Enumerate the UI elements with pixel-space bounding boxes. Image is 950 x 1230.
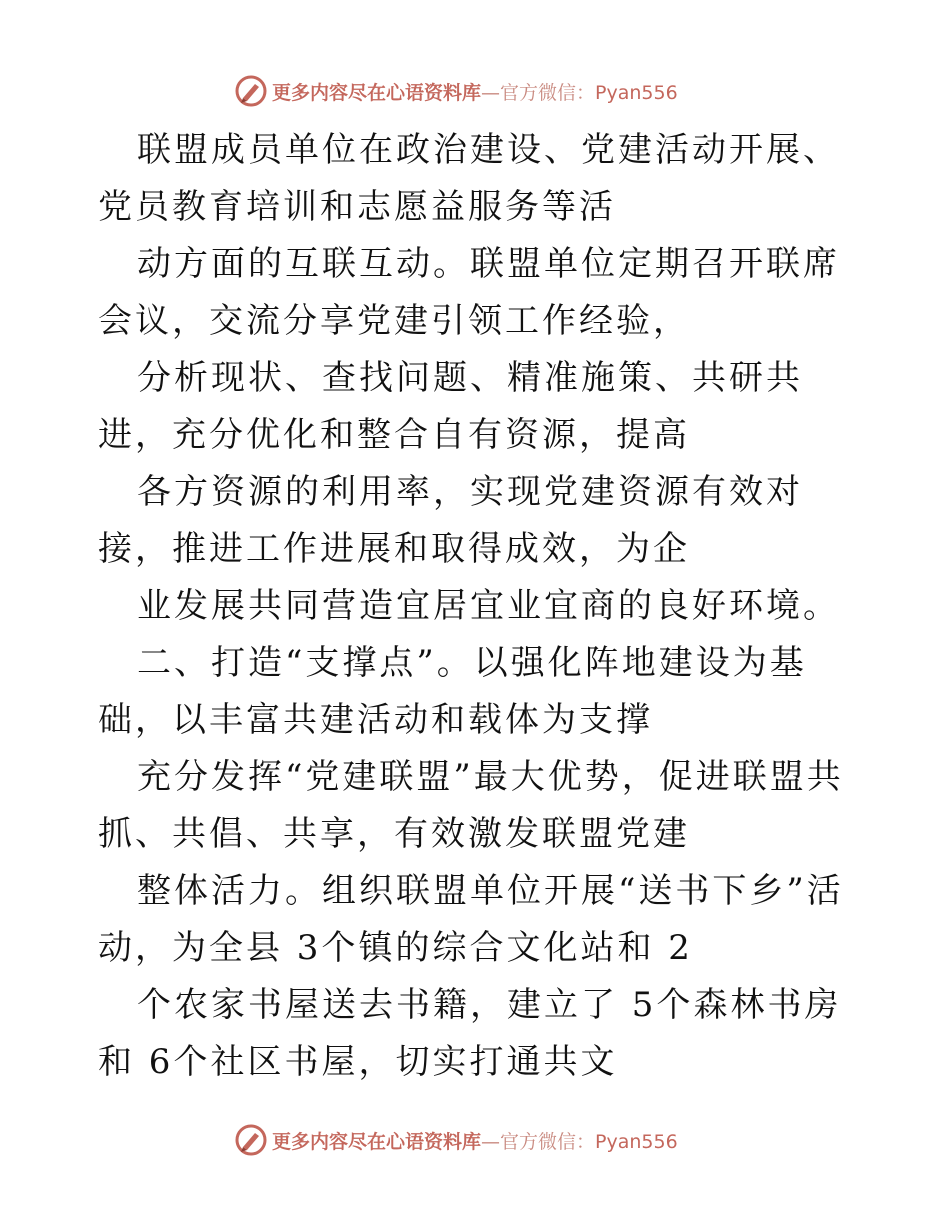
paragraph: 各方资源的利用率，实现党建资源有效对接，推进工作进展和取得成效，为企: [98, 472, 803, 569]
paragraph: 二、打造“支撑点”。以强化阵地建设为基础，以丰富共建活动和载体为支撑: [98, 643, 807, 740]
paragraph: 联盟成员单位在政治建设、党建活动开展、党员教育培训和志愿益服务等活: [98, 130, 840, 227]
footer-watermark: [234, 1120, 678, 1160]
paragraph: 整体活力。组织联盟单位开展“送书下乡”活动，为全县 3个镇的综合文化站和 2: [98, 871, 844, 968]
paragraph: 动方面的互联互动。联盟单位定期召开联席会议，交流分享党建引领工作经验，: [98, 244, 840, 341]
paragraph: 分析现状、查找问题、精准施策、共研共进，充分优化和整合自有资源，提高: [98, 358, 803, 455]
pen-logo-icon: [234, 74, 268, 108]
header-watermark: [234, 71, 678, 111]
paragraph: 业发展共同营造宜居宜业宜商的良好环境。: [137, 586, 840, 626]
watermark-text: 更多内容尽在心语资料库—官方微信：Pyan556: [272, 81, 678, 104]
watermark-text: 更多内容尽在心语资料库—官方微信：Pyan556: [272, 1130, 678, 1153]
paragraph: 个农家书屋送去书籍，建立了 5个森林书房和 6个社区书屋，切实打通共文: [98, 985, 842, 1082]
paragraph: 充分发挥“党建联盟”最大优势，促进联盟共抓、共倡、共享，有效激发联盟党建: [98, 757, 844, 854]
pen-logo-icon: [234, 1123, 268, 1157]
document-body: [98, 122, 858, 1091]
